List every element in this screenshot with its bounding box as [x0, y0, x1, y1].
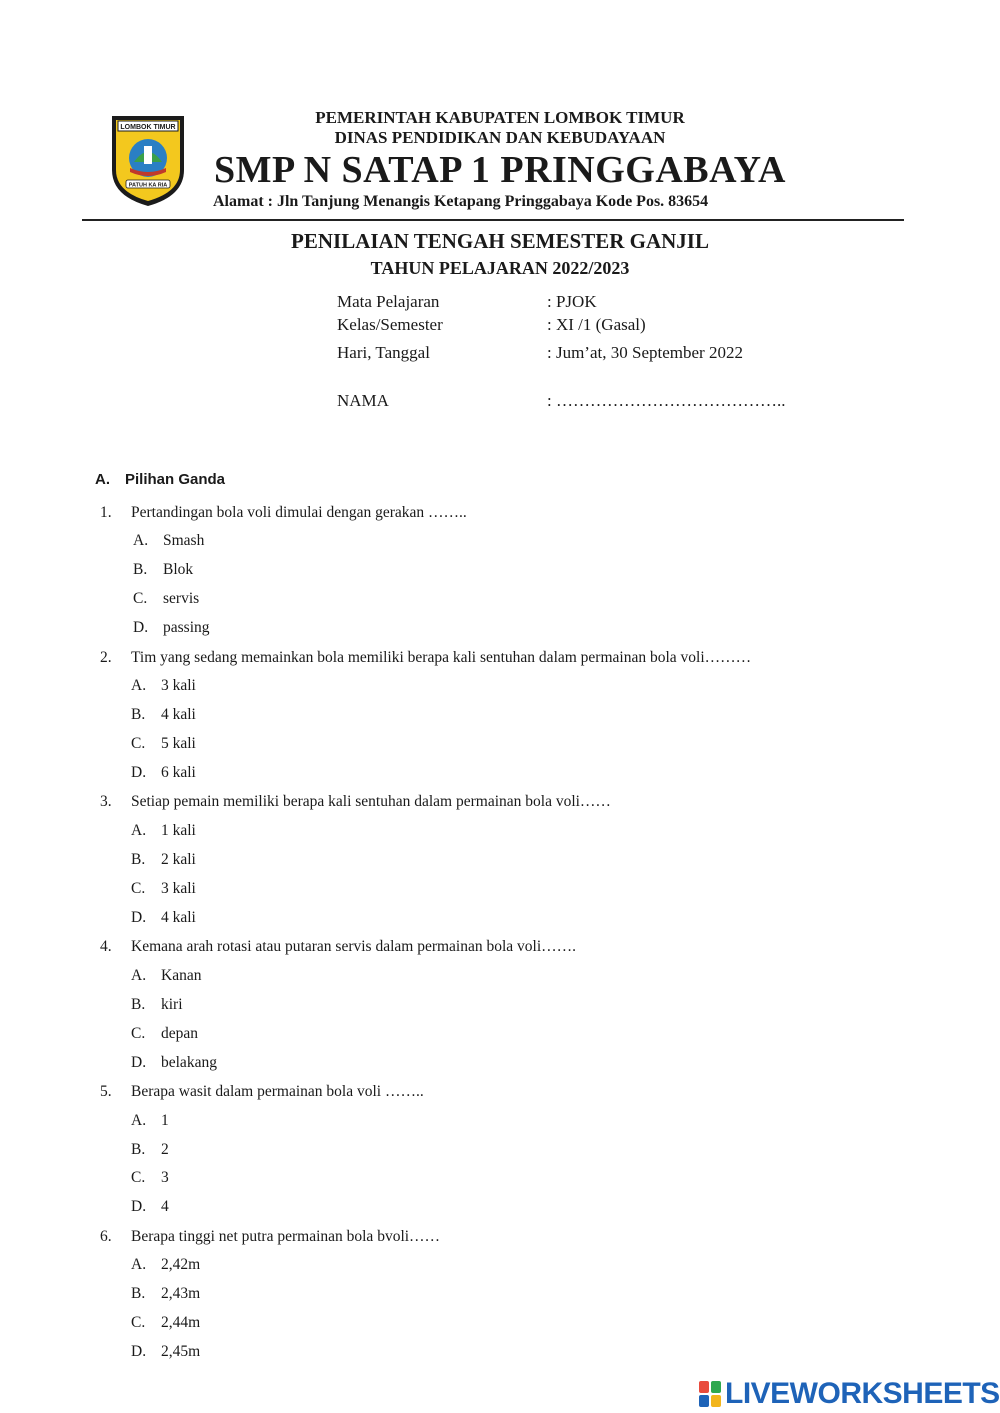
option-text: 3 kali — [161, 677, 196, 694]
option-text: Smash — [163, 532, 205, 549]
department-name: DINAS PENDIDIKAN DAN KEBUDAYAAN — [334, 128, 666, 147]
name-field[interactable]: : ………………………………….. — [547, 391, 786, 410]
option-text: 4 kali — [161, 909, 196, 926]
option-text: 6 kali — [161, 764, 196, 781]
option-letter: D. — [131, 1198, 147, 1215]
government-name: PEMERINTAH KABUPATEN LOMBOK TIMUR — [315, 108, 685, 127]
option-text: 2 kali — [161, 851, 196, 868]
svg-text:LOMBOK TIMUR: LOMBOK TIMUR — [120, 124, 176, 131]
exam-title: PENILAIAN TENGAH SEMESTER GANJIL — [291, 229, 709, 253]
option-text: 2,44m — [161, 1314, 201, 1331]
question-text: Tim yang sedang memainkan bola memiliki berapa kali sentuhan dalam permainan bola voli……… — [131, 649, 752, 666]
option-text: 3 — [161, 1169, 169, 1186]
option-text: 2 — [161, 1141, 169, 1158]
info-value: : XI /1 (Gasal) — [547, 315, 646, 334]
option-text: 1 kali — [161, 822, 196, 839]
info-value: : PJOK — [547, 292, 597, 311]
option-letter: B. — [131, 996, 146, 1013]
info-label: NAMA — [337, 391, 389, 410]
letterhead-divider — [82, 219, 904, 221]
info-label: Hari, Tanggal — [337, 343, 430, 362]
option-text: 3 kali — [161, 880, 196, 897]
option-letter: A. — [131, 677, 147, 694]
option-text: 1 — [161, 1112, 169, 1129]
option-text: kiri — [161, 996, 183, 1013]
option-letter: B. — [131, 851, 146, 868]
letterhead — [210, 108, 790, 192]
option-text: 4 — [161, 1198, 169, 1215]
option-letter: C. — [131, 735, 146, 752]
option-text: belakang — [161, 1054, 217, 1071]
section-heading — [95, 471, 225, 488]
option-letter: C. — [131, 1314, 146, 1331]
option-letter: B. — [133, 561, 148, 578]
info-label: Kelas/Semester — [337, 315, 443, 334]
option-text: 2,45m — [161, 1343, 201, 1360]
option-letter: D. — [131, 909, 147, 926]
option-text: 5 kali — [161, 735, 196, 752]
lombok-timur-emblem-icon — [108, 112, 188, 208]
option-letter: D. — [133, 619, 149, 636]
option-letter: B. — [131, 706, 146, 723]
option-letter: A. — [131, 1112, 147, 1129]
option-text: Kanan — [161, 967, 202, 984]
question-number: 1. — [100, 504, 112, 521]
question-text: Berapa wasit dalam permainan bola voli …….. — [131, 1083, 424, 1100]
option-letter: A. — [131, 1256, 147, 1273]
question-number: 4. — [100, 938, 112, 955]
option-letter: B. — [131, 1141, 146, 1158]
question-text: Kemana arah rotasi atau putaran servis dalam permainan bola voli……. — [131, 938, 577, 955]
option-letter: D. — [131, 1343, 147, 1360]
info-value: : Jum’at, 30 September 2022 — [547, 343, 743, 362]
option-letter: A. — [131, 822, 147, 839]
option-letter: D. — [131, 764, 147, 781]
option-letter: A. — [131, 967, 147, 984]
option-text: 2,43m — [161, 1285, 201, 1302]
option-text: 2,42m — [161, 1256, 201, 1273]
option-text: passing — [163, 619, 210, 636]
question-text: Setiap pemain memiliki berapa kali sentuhan dalam permainan bola voli…… — [131, 793, 611, 810]
liveworksheets-logo-icon — [698, 1380, 722, 1408]
question-number: 3. — [100, 793, 112, 810]
option-letter: B. — [131, 1285, 146, 1302]
question-number: 5. — [100, 1083, 112, 1100]
option-letter: C. — [131, 880, 146, 897]
option-text: servis — [163, 590, 200, 607]
section-title: Pilihan Ganda — [125, 471, 226, 488]
school-address: Alamat : Jln Tanjung Menangis Ketapang Pringgabaya Kode Pos. 83654 — [213, 193, 709, 210]
option-letter: C. — [131, 1169, 146, 1186]
section-letter: A. — [95, 471, 110, 488]
option-letter: D. — [131, 1054, 147, 1071]
option-text: 4 kali — [161, 706, 196, 723]
option-letter: C. — [131, 1025, 146, 1042]
svg-text:PATUH KA RIA: PATUH KA RIA — [128, 182, 168, 189]
option-letter: A. — [133, 532, 149, 549]
question-text: Berapa tinggi net putra permainan bola bvoli…… — [131, 1228, 441, 1245]
question-text: Pertandingan bola voli dimulai dengan gerakan …….. — [131, 504, 467, 521]
option-text: Blok — [163, 561, 194, 578]
watermark-text: LIVEWORKSHEETS — [725, 1377, 1000, 1410]
option-text: depan — [161, 1025, 199, 1042]
school-name: SMP N SATAP 1 PRINGGABAYA — [213, 149, 787, 191]
info-label: Mata Pelajaran — [337, 292, 440, 311]
question-number: 6. — [100, 1228, 112, 1245]
liveworksheets-watermark[interactable] — [698, 1378, 1000, 1410]
question-number: 2. — [100, 649, 112, 666]
academic-year: TAHUN PELAJARAN 2022/2023 — [370, 258, 630, 278]
option-letter: C. — [133, 590, 148, 607]
